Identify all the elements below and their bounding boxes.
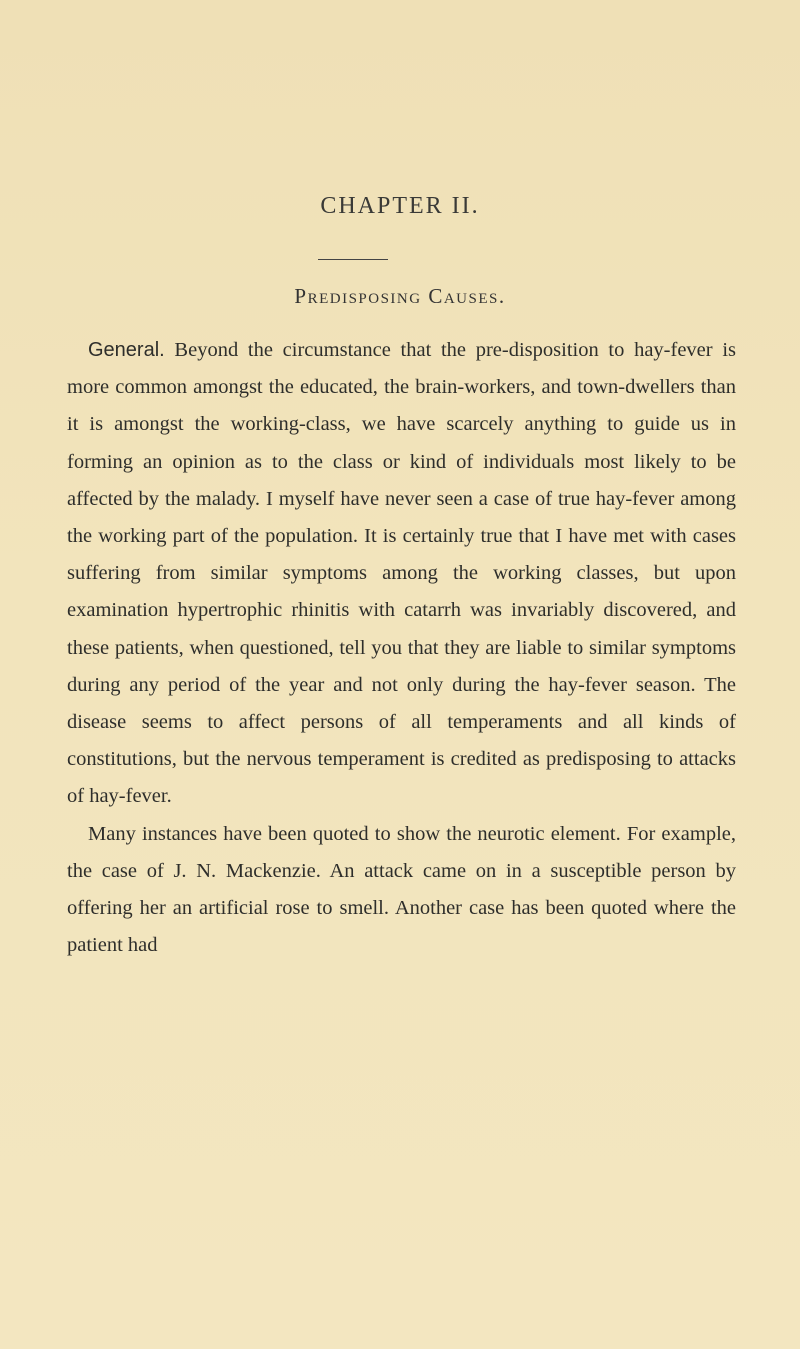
chapter-title: CHAPTER II.	[320, 193, 480, 219]
section-title: Predisposing Causes.	[294, 284, 506, 308]
paragraph-text: Beyond the circumstance that the pre-disposition to hay-fever is more common amongst the educated, the brain-workers, and town-dwellers than it is amongst the working-class, we have scarcely anything to guide us in forming an opinion as to the class or kind of individuals most likely to be affected by the malady. I myself have never seen a case of true hay-fever among the working part of the population. It is certainly true that I have met with cases suffering from similar symptoms among the working classes, but upon examination hypertrophic rhinitis with catarrh was invariably discovered, and these patients, when questioned, tell you that they are liable to similar symptoms during any period of the year and not only during the hay-fever season. The disease seems to affect persons of all temperaments and all kinds of constitutions, but the nervous temperament is credited as predisposing to attacks of hay-fever.	[67, 339, 736, 808]
paragraph-lead: General.	[88, 339, 165, 361]
title-divider	[318, 259, 388, 260]
paragraph-text: Many instances have been quoted to show the neurotic element. For example, the case of J. N. Mackenzie. An attack came on in a susceptible person by offering her an artificial rose to smell. Another case has been quoted where the patient had	[67, 822, 736, 957]
paragraph-neurotic	[67, 816, 736, 965]
paragraph-general	[67, 332, 736, 816]
body-text	[67, 332, 736, 964]
